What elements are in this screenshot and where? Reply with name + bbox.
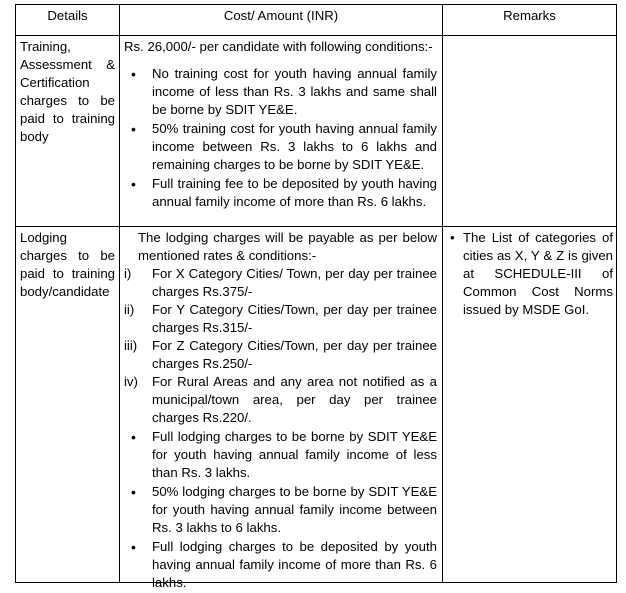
list-item: • 50% lodging charges to be borne by SDIT YE&E for youth having annual family income between Rs. 3 lakhs to 6 lakhs. [124, 483, 437, 537]
row2-conditions-list [124, 428, 437, 592]
rate-number: i) [124, 266, 132, 281]
row1-intro: Rs. 26,000/- per candidate with following conditions:- [124, 39, 433, 54]
list-item: • Full lodging charges to be deposited by youth having annual family income of more than Rs. 6 lakhs. [124, 538, 437, 592]
list-item [124, 337, 437, 373]
row1-conditions-list [124, 65, 437, 211]
list-item [124, 373, 437, 427]
row2-details: Lodging charges to be paid to training body/candidate [20, 230, 115, 299]
header-remarks: Remarks [503, 8, 556, 23]
header-divider [15, 35, 617, 36]
rate-number: ii) [124, 302, 135, 317]
column-divider-2 [442, 4, 443, 583]
row1-cost [124, 38, 437, 212]
rate-text: For Rural Areas and any area not notified as a municipal/town area, per day per trainee charges Rs.220/. [152, 374, 437, 425]
column-divider-1 [119, 4, 120, 583]
rate-text: For X Category Cities/ Town, per day per trainee charges Rs.375/- [152, 266, 437, 299]
header-details: Details [47, 8, 88, 23]
list-item: • Full training fee to be deposited by youth having annual family income of more than Rs. 6 lakhs. [124, 175, 437, 211]
list-item: • Full lodging charges to be borne by SDIT YE&E for youth having annual family income of less than Rs. 3 lakhs. [124, 428, 437, 482]
rate-text: For Y Category Cities/Town, per day per trainee charges Rs.315/- [152, 302, 437, 335]
list-item [124, 301, 437, 337]
row2-intro: The lodging charges will be payable as per below mentioned rates & conditions:- [138, 230, 437, 263]
table-border-right [616, 4, 617, 583]
table-border-top [15, 4, 617, 5]
list-item [124, 265, 437, 301]
rate-text: For Z Category Cities/Town, per day per trainee charges Rs.250/- [152, 338, 437, 371]
row2-cost [124, 229, 437, 593]
rate-number: iii) [124, 338, 138, 353]
header-cost: Cost/ Amount (INR) [223, 8, 339, 23]
table-border-left [15, 4, 16, 583]
row2-remarks [448, 229, 613, 319]
list-item: • No training cost for youth having annual family income of less than Rs. 3 lakhs and same shall be borne by SDIT YE&E. [124, 65, 437, 119]
row2-rates-list [124, 265, 437, 427]
row-divider [15, 226, 617, 227]
row1-details: Training, Assessment & Certification charges to be paid to training body [20, 39, 115, 144]
list-item: • The List of categories of cities as X, Y & Z is given at SCHEDULE-III of Common Cost Norms issued by MSDE GoI. [448, 229, 613, 319]
list-item: • 50% training cost for youth having annual family income between Rs. 3 lakhs to 6 lakhs and remaining charges to be borne by SDIT YE&E. [124, 120, 437, 174]
cost-table [15, 4, 617, 590]
remarks-list [448, 229, 613, 319]
rate-number: iv) [124, 374, 138, 389]
